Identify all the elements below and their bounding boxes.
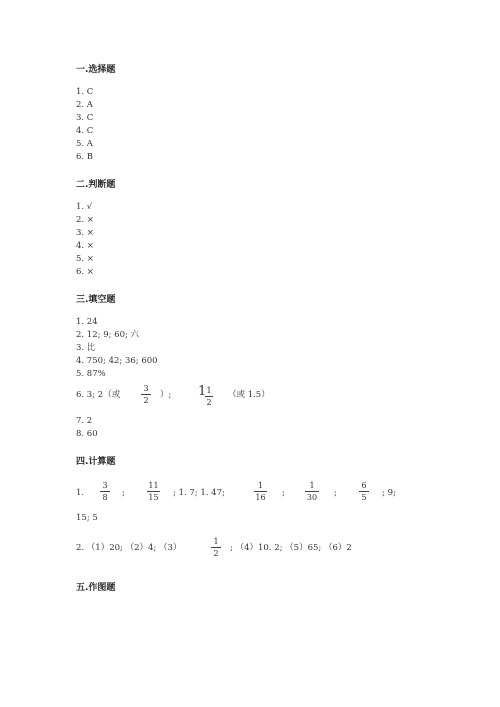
answer-item: 8. 60 [76,429,98,439]
fraction-numerator: 1 [257,481,264,490]
answer-item: 3. × [76,228,94,238]
fraction-bar [141,394,151,395]
fraction-bar [211,547,221,548]
section-3-title: 三.填空题 [76,295,116,305]
separator: ; 1. 7; 1. 47; [173,488,225,498]
answer-item: 4. × [76,241,94,251]
fraction-denominator: 2 [206,398,212,407]
answer-item: 6. × [76,267,94,277]
fraction-denominator: 8 [102,493,108,502]
fraction-bar [359,491,369,492]
answer-item-6-prefix: 6. 3; 2（或 [76,390,121,400]
answer-item: 1. 24 [76,317,98,327]
answer-item: 1. √ [76,202,93,212]
answer-item: 3. 比 [76,343,96,353]
answer-item: 1. C [76,87,94,97]
separator: ; [282,488,285,498]
calc-line-1-label: 1. [76,488,85,498]
calc-line-2-prefix: 2. （1）20; （2）4; （3） [76,543,182,553]
fraction-numerator: 1 [309,481,315,490]
fraction-numerator: 3 [102,481,108,490]
section-4-title: 四.计算题 [76,457,116,467]
calc-line-1-tail: ; 9; [382,488,396,498]
fraction-bar [147,491,160,492]
answer-item: 5. × [76,254,94,264]
section-1-title: 一.选择题 [76,65,116,75]
fraction [254,481,267,502]
fraction-bar [100,491,110,492]
separator: ; [334,488,337,498]
fraction-denominator: 15 [148,493,159,502]
fraction [141,384,151,405]
separator: ; [122,488,125,498]
mixed-number-integer: 1 [198,384,207,399]
calc-line-1-continued: 15; 5 [76,513,98,523]
answer-item-6-mid: ）; [160,390,172,400]
fraction-denominator: 2 [143,396,149,405]
answer-item: 5. A [76,139,93,149]
fraction-numerator: 6 [361,481,367,490]
fraction-denominator: 30 [306,493,318,502]
answer-item: 4. C [76,126,94,136]
fraction-bar [254,491,267,492]
answer-item: 6. B [76,152,94,162]
fraction [205,386,213,407]
fraction-denominator: 16 [255,493,266,502]
section-2-title: 二.判断题 [76,180,116,190]
fraction-numerator: 11 [148,481,159,490]
fraction-numerator: 3 [143,384,149,393]
calc-line-2-suffix: ; （4）10. 2; （5）65; （6）2 [230,543,352,553]
fraction-bar [205,396,213,397]
answer-item: 3. C [76,113,94,123]
answer-item: 5. 87% [76,369,106,379]
answer-item: 7. 2 [76,416,93,426]
fraction [211,537,221,558]
answer-item: 2. × [76,215,94,225]
answer-item: 2. 12; 9; 60; 六 [76,330,140,340]
fraction-bar [305,491,319,492]
answer-item-6-suffix: （或 1.5） [228,390,270,400]
fraction [147,481,160,502]
section-5-title: 五.作图题 [76,583,116,593]
fraction-denominator: 5 [361,493,367,502]
fraction [359,481,369,502]
answer-item: 2. A [76,100,93,110]
fraction [305,481,319,502]
fraction-numerator: 1 [206,386,212,395]
fraction-numerator: 1 [213,537,219,546]
fraction-denominator: 2 [213,549,219,558]
answer-item: 4. 750; 42; 36; 600 [76,356,158,366]
fraction [100,481,110,502]
